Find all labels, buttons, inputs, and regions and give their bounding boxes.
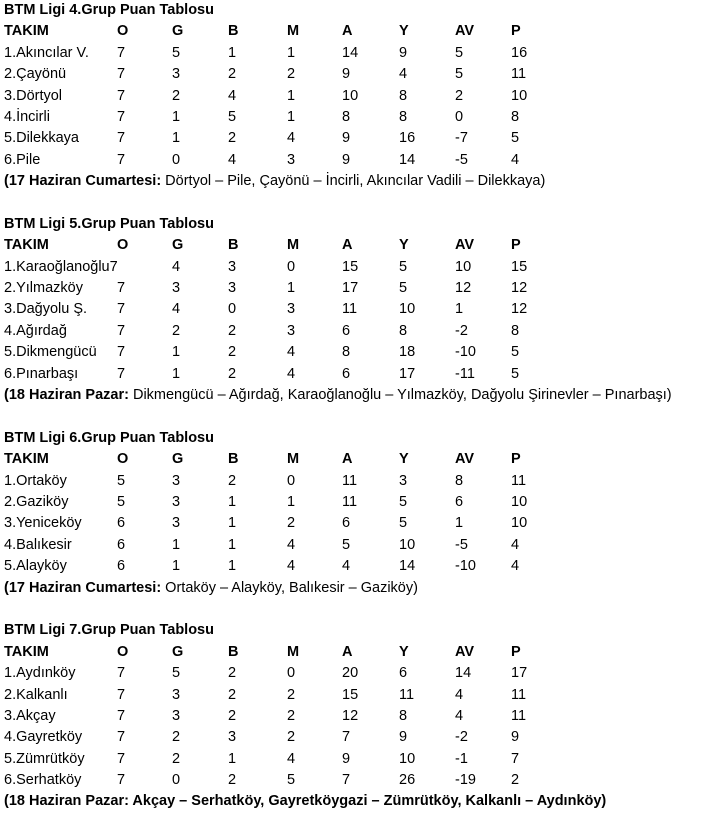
stat-cell: 6 [117,536,126,553]
team-name: 3.Yeniceköy [4,515,82,532]
group-section [0,0,728,214]
stat-cell: 10 [511,87,528,104]
stat-cell: 10 [399,536,416,553]
column-header: O [117,23,129,40]
stat-cell: 2 [228,344,237,361]
stat-cell: -11 [455,365,475,382]
stat-cell: 11 [399,686,415,703]
stat-cell: 15 [342,686,359,703]
column-header: G [172,237,184,254]
column-header: P [511,451,521,468]
stat-cell: 2 [287,729,296,746]
team-name: 6.Pile [4,151,41,168]
stat-cell: 5 [511,365,520,382]
stat-cell: 11 [342,493,358,510]
table-row [0,770,728,791]
stat-cell: 2 [287,515,296,532]
stat-cell: 10 [399,750,416,767]
stat-cell: 1 [172,558,181,575]
stat-cell: 1 [172,365,181,382]
stat-cell: 8 [455,472,464,489]
stat-cell: 11 [511,707,527,724]
fixture-note [0,791,728,812]
stat-cell: 9 [399,44,408,61]
column-header: G [172,643,184,660]
stat-cell: 4 [511,536,520,553]
stat-cell: 0 [172,772,181,789]
stat-cell: 2 [228,472,237,489]
stat-cell: 10 [511,515,528,532]
stat-cell: 17 [399,365,416,382]
stat-cell: 2 [228,665,237,682]
fixture-date: 18 Haziran Pazar: Akçay – Serhatköy, Gayretköygazi – Zümrütköy, Kalkanlı – Aydınköy) [8,793,607,810]
stat-cell: 1 [287,280,296,297]
stat-cell: -5 [455,536,468,553]
stat-cell: 3 [172,280,181,297]
stat-cell: 7 [117,44,126,61]
column-header: O [117,451,129,468]
table-header-row [0,235,728,256]
stat-cell: 14 [455,665,472,682]
stat-cell: 5 [172,665,181,682]
fixture-paren-open: ( [4,793,9,810]
column-header: M [287,451,300,468]
stat-cell: 10 [455,258,472,275]
stat-cell: 1 [287,108,296,125]
stat-cell: 11 [511,686,527,703]
column-header: A [342,451,353,468]
stat-cell: 2 [287,66,296,83]
team-name: 5.Alayköy [4,558,67,575]
table-row [0,150,728,171]
column-header: O [117,643,129,660]
table-row [0,86,728,107]
fixture-date: 17 Haziran Cumartesi: [8,173,162,190]
stat-cell: 4 [287,750,296,767]
column-header: A [342,23,353,40]
stat-cell: 15 [511,258,528,275]
fixture-date: 17 Haziran Cumartesi: [8,579,162,596]
team-name: 6.Serhatköy [4,772,82,789]
stat-cell: 7 [342,729,351,746]
fixture-matches: Dörtyol – Pile, Çayönü – İncirli, Akıncılar Vadili – Dilekkaya) [161,173,546,190]
column-header: P [511,237,521,254]
stat-cell: 8 [511,322,520,339]
stat-cell: 2 [228,772,237,789]
column-header: G [172,23,184,40]
stat-cell: 7 [117,365,126,382]
stat-cell: 1 [172,130,181,147]
table-row [0,43,728,64]
stat-cell: 5 [117,472,126,489]
stat-cell: 3 [172,686,181,703]
stat-cell: 4 [228,87,237,104]
stat-cell: 0 [287,665,296,682]
stat-cell: 16 [399,130,416,147]
column-header: Y [399,451,409,468]
stat-cell: 6 [117,515,126,532]
stat-cell: 7 [117,130,126,147]
stat-cell: 8 [342,108,351,125]
fixture-note [0,171,728,192]
team-name: 4.İncirli [4,108,50,125]
stat-cell: 7 [117,707,126,724]
stat-cell: 5 [455,66,464,83]
stat-cell: 20 [342,665,359,682]
column-header: M [287,643,300,660]
column-header: TAKIM [4,23,49,40]
stat-cell: 7 [117,151,126,168]
stat-cell: 7 [117,87,126,104]
stat-cell: 0 [455,108,464,125]
group-title: BTM Ligi 6.Grup Puan Tablosu [4,429,214,446]
stat-cell: 11 [342,472,358,489]
column-header: AV [455,451,475,468]
stat-cell: 4 [342,558,351,575]
team-name: 6.Pınarbaşı [4,365,79,382]
stat-cell: 6 [455,493,464,510]
stat-cell: -2 [455,729,468,746]
stat-cell: 3 [172,515,181,532]
stat-cell: 6 [117,558,126,575]
stat-cell: 10 [342,87,359,104]
fixture-paren-open: ( [4,387,9,404]
column-header: M [287,237,300,254]
stat-cell: 2 [511,772,520,789]
team-name: 3.Dağyolu Ş. [4,301,88,318]
stat-cell: 6 [399,665,408,682]
stat-cell: 26 [399,772,416,789]
stat-cell: 11 [511,472,527,489]
fixture-date: 18 Haziran Pazar: [8,387,129,404]
table-row [0,706,728,727]
stat-cell: -5 [455,151,468,168]
column-header: AV [455,23,475,40]
stat-cell: 1 [287,87,296,104]
section-spacer [0,193,728,214]
stat-cell: 5 [511,344,520,361]
stat-cell: 7 [511,750,520,767]
team-name: 4.Ağırdağ [4,322,67,339]
stat-cell: 3 [172,66,181,83]
stat-cell: 8 [399,108,408,125]
stat-cell: 3 [287,322,296,339]
stat-cell: 4 [287,344,296,361]
table-header-row [0,642,728,663]
stat-cell: 5 [455,44,464,61]
column-header: Y [399,643,409,660]
stat-cell: 5 [172,44,181,61]
table-row [0,556,728,577]
stat-cell: 10 [511,493,528,510]
stat-cell: 15 [342,258,359,275]
stat-cell: 4 [287,365,296,382]
section-spacer [0,599,728,620]
team-name: 1.Akıncılar V. [4,44,89,61]
stat-cell: 7 [342,772,351,789]
stat-cell: 6 [342,365,351,382]
column-header: P [511,643,521,660]
column-header: O [117,237,129,254]
column-header: AV [455,643,475,660]
stat-cell: 5 [228,108,237,125]
stat-cell: 4 [287,130,296,147]
stat-cell: 1 [287,493,296,510]
stat-cell: 8 [342,344,351,361]
column-header: B [228,643,239,660]
stat-cell: 9 [399,729,408,746]
table-row [0,663,728,684]
stat-cell: 11 [511,66,527,83]
table-row [0,685,728,706]
group-section [0,214,728,428]
team-name: 2.Çayönü [4,66,67,83]
team-name: 3.Akçay [4,707,56,724]
section-spacer [0,406,728,427]
column-header: Y [399,23,409,40]
stat-cell: 5 [399,280,408,297]
table-row [0,107,728,128]
fixture-paren-open: ( [4,173,9,190]
fixture-note [0,578,728,599]
stat-cell: 7 [117,280,126,297]
stat-cell: 8 [399,707,408,724]
stat-cell: 1 [287,44,296,61]
group-title: BTM Ligi 5.Grup Puan Tablosu [4,215,214,232]
stat-cell: 4 [455,686,464,703]
stat-cell: -1 [455,750,468,767]
stat-cell: 9 [342,130,351,147]
stat-cell: 0 [172,151,181,168]
stat-cell: 7 [117,344,126,361]
table-header-row [0,449,728,470]
stat-cell: 16 [511,44,528,61]
stat-cell: 7 [117,301,126,318]
stat-cell: 5 [287,772,296,789]
stat-cell: 3 [228,280,237,297]
column-header: P [511,23,521,40]
table-row [0,749,728,770]
stat-cell: 12 [342,707,359,724]
team-name: 2.Gaziköy [4,493,69,510]
stat-cell: 0 [287,472,296,489]
stat-cell: 14 [399,558,416,575]
stat-cell: 1 [455,301,464,318]
stat-cell: 2 [172,750,181,767]
stat-cell: 7 [117,772,126,789]
stat-cell: 2 [455,87,464,104]
team-name: 1.Ortaköy [4,472,67,489]
column-header: TAKIM [4,643,49,660]
stat-cell: 1 [228,493,237,510]
stat-cell: 0 [287,258,296,275]
stat-cell: 3 [287,151,296,168]
column-header: TAKIM [4,451,49,468]
stat-cell: 3 [172,472,181,489]
table-row [0,471,728,492]
stat-cell: 7 [117,66,126,83]
table-row [0,321,728,342]
stat-cell: 7 [117,686,126,703]
stat-cell: 3 [228,729,237,746]
stat-cell: 5 [511,130,520,147]
stat-cell: 2 [228,686,237,703]
stat-cell: 1 [172,536,181,553]
stat-cell: 10 [399,301,416,318]
group-title: BTM Ligi 4.Grup Puan Tablosu [4,2,214,18]
table-header-row [0,21,728,42]
fixture-note [0,385,728,406]
stat-cell: 1 [228,515,237,532]
stat-cell: 8 [399,87,408,104]
stat-cell: 6 [342,515,351,532]
stat-cell: 5 [117,493,126,510]
table-row [0,535,728,556]
stat-cell: -2 [455,322,468,339]
stat-cell: -19 [455,772,476,789]
stat-cell: -7 [455,130,468,147]
group-title: BTM Ligi 7.Grup Puan Tablosu [4,622,214,639]
team-name: 1.Karaoğlanoğlu7 [4,258,118,275]
stat-cell: 2 [172,322,181,339]
stat-cell: 12 [511,280,528,297]
table-row [0,492,728,513]
team-name: 2.Yılmazköy [4,280,83,297]
team-name: 3.Dörtyol [4,87,63,104]
stat-cell: 18 [399,344,416,361]
column-header: B [228,23,239,40]
team-name: 5.Zümrütköy [4,750,85,767]
stat-cell: 9 [342,66,351,83]
stat-cell: -10 [455,558,476,575]
stat-cell: 4 [287,536,296,553]
stat-cell: -10 [455,344,476,361]
table-row [0,364,728,385]
stat-cell: 9 [511,729,520,746]
stat-cell: 3 [287,301,296,318]
column-header: A [342,237,353,254]
stat-cell: 2 [172,87,181,104]
stat-cell: 14 [399,151,416,168]
stat-cell: 7 [117,750,126,767]
stat-cell: 1 [455,515,464,532]
stat-cell: 3 [172,707,181,724]
stat-cell: 8 [399,322,408,339]
fixture-paren-open: ( [4,579,9,596]
table-row [0,727,728,748]
fixture-matches: Dikmengücü – Ağırdağ, Karaoğlanoğlu – Yılmazköy, Dağyolu Şirinevler – Pınarbaşı) [128,387,672,404]
stat-cell: 7 [117,108,126,125]
group-section [0,428,728,621]
table-row [0,278,728,299]
stat-cell: 5 [399,258,408,275]
column-header: G [172,451,184,468]
stat-cell: 4 [172,258,181,275]
stat-cell: 1 [172,344,181,361]
stat-cell: 2 [287,707,296,724]
stat-cell: 12 [455,280,472,297]
stat-cell: 17 [511,665,528,682]
stat-cell: 9 [342,750,351,767]
stat-cell: 3 [172,493,181,510]
team-name: 5.Dikmengücü [4,344,97,361]
stat-cell: 12 [511,301,528,318]
team-name: 4.Gayretköy [4,729,83,746]
stat-cell: 4 [455,707,464,724]
stat-cell: 3 [399,472,408,489]
stat-cell: 1 [228,558,237,575]
column-header: Y [399,237,409,254]
group-section [0,620,728,813]
stat-cell: 1 [228,750,237,767]
table-row [0,342,728,363]
stat-cell: 4 [172,301,181,318]
table-row [0,513,728,534]
stat-cell: 4 [399,66,408,83]
stat-cell: 14 [342,44,359,61]
column-header: M [287,23,300,40]
stat-cell: 8 [511,108,520,125]
team-name: 1.Aydınköy [4,665,76,682]
stat-cell: 2 [228,365,237,382]
stat-cell: 4 [511,558,520,575]
stat-cell: 7 [117,729,126,746]
stat-cell: 1 [228,44,237,61]
column-header: B [228,451,239,468]
stat-cell: 7 [117,665,126,682]
stat-cell: 2 [228,130,237,147]
team-name: 5.Dilekkaya [4,130,79,147]
stat-cell: 2 [228,707,237,724]
stat-cell: 2 [287,686,296,703]
table-row [0,64,728,85]
column-header: B [228,237,239,254]
fixture-matches: Ortaköy – Alayköy, Balıkesir – Gaziköy) [161,579,418,596]
stat-cell: 4 [287,558,296,575]
stat-cell: 5 [399,515,408,532]
table-row [0,257,728,278]
stat-cell: 0 [228,301,237,318]
column-header: AV [455,237,475,254]
table-row [0,299,728,320]
stat-cell: 2 [228,322,237,339]
stat-cell: 2 [228,66,237,83]
stat-cell: 7 [117,322,126,339]
stat-cell: 3 [228,258,237,275]
stat-cell: 4 [511,151,520,168]
stat-cell: 6 [342,322,351,339]
stat-cell: 11 [342,301,358,318]
column-header: TAKIM [4,237,49,254]
stat-cell: 5 [399,493,408,510]
stat-cell: 9 [342,151,351,168]
column-header: A [342,643,353,660]
team-name: 2.Kalkanlı [4,686,68,703]
table-row [0,128,728,149]
stat-cell: 1 [228,536,237,553]
stat-cell: 1 [172,108,181,125]
team-name: 4.Balıkesir [4,536,72,553]
stat-cell: 2 [172,729,181,746]
stat-cell: 5 [342,536,351,553]
stat-cell: 17 [342,280,359,297]
stat-cell: 4 [228,151,237,168]
